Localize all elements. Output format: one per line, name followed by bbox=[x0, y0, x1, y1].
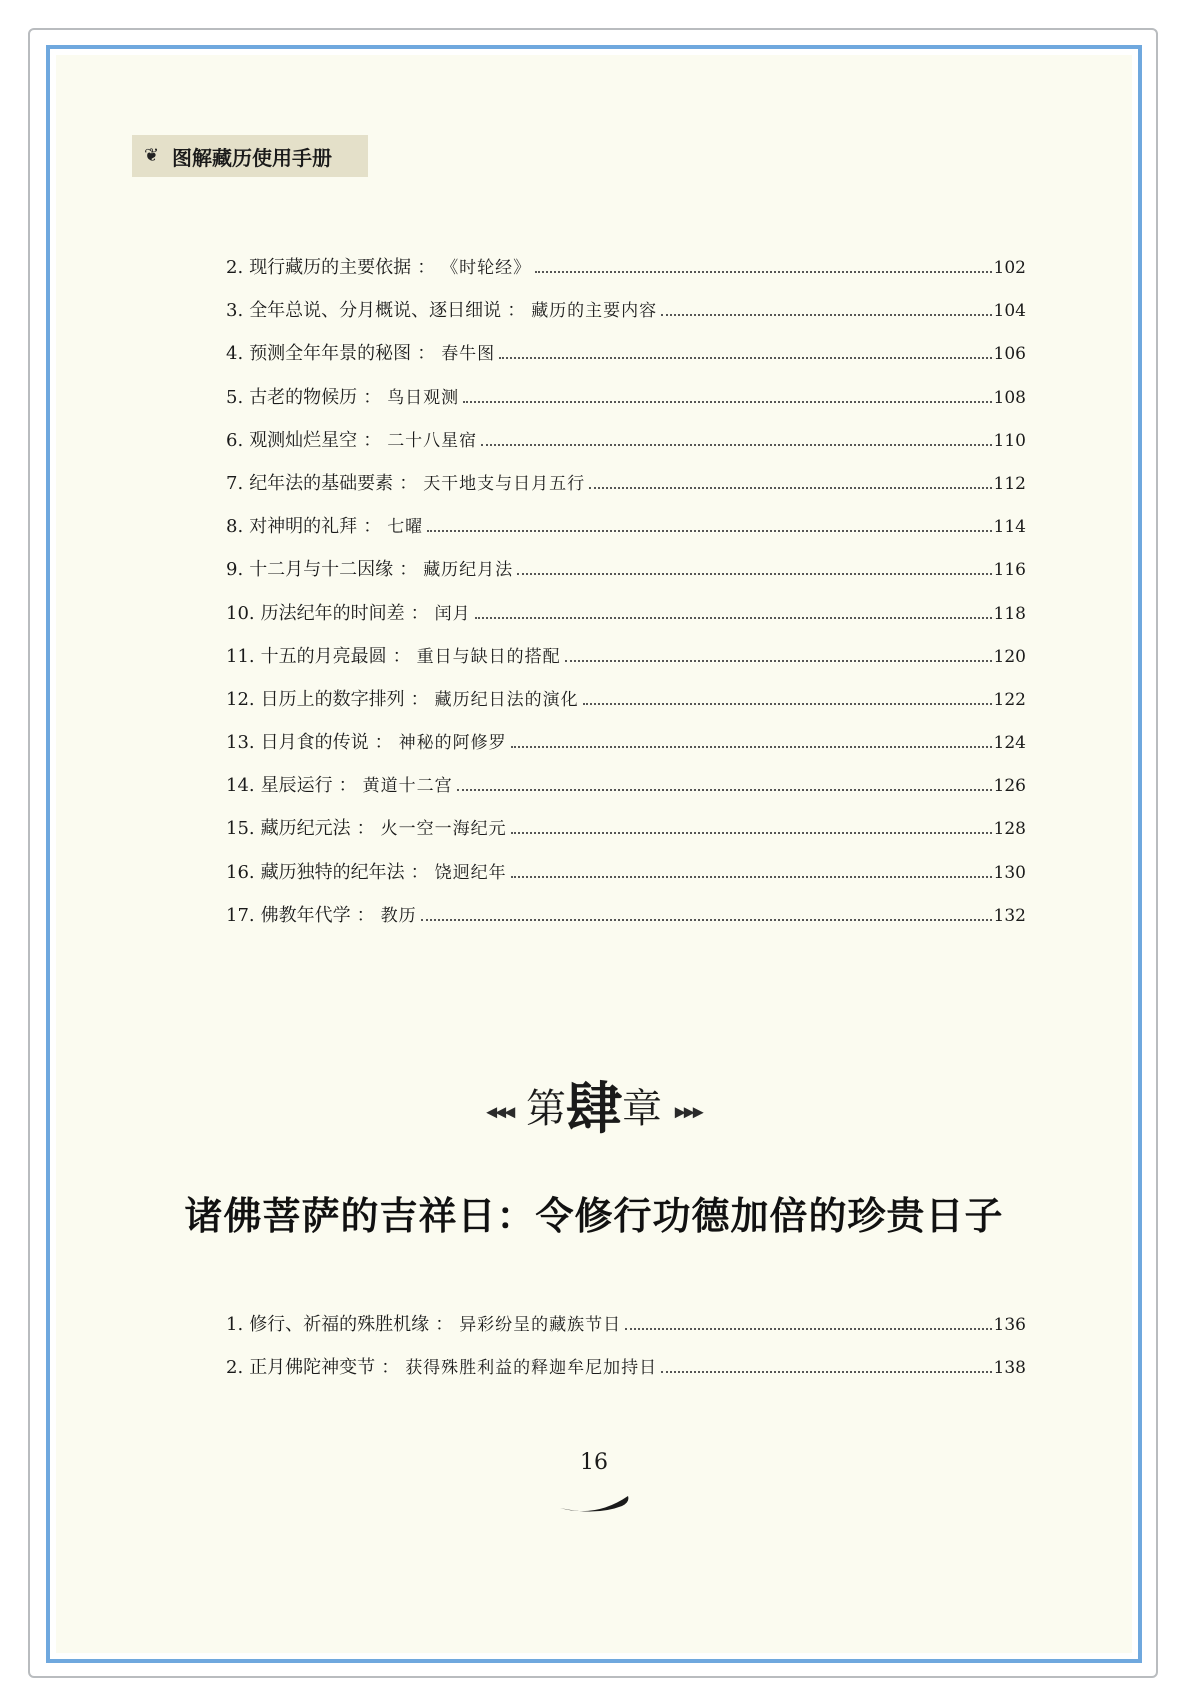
toc-dot-leader bbox=[499, 357, 991, 359]
toc-dot-leader bbox=[463, 401, 991, 403]
toc-entry-title: 日月食的传说 bbox=[260, 732, 369, 754]
toc-entry-separator: ： bbox=[374, 732, 393, 754]
toc-entry[interactable] bbox=[226, 901, 1026, 944]
toc-dot-leader bbox=[661, 1371, 991, 1373]
toc-entry-separator: ： bbox=[363, 429, 382, 451]
toc-entry-separator: ： bbox=[392, 645, 411, 667]
toc-entry-separator: ： bbox=[399, 559, 418, 581]
toc-entry[interactable] bbox=[226, 555, 1026, 598]
toc-entry-separator: ： bbox=[399, 472, 418, 494]
toc-entry-number: 2. bbox=[226, 257, 244, 278]
toc-entry-page: 128 bbox=[993, 819, 1026, 840]
toc-entry-subtitle: 藏历纪月法 bbox=[423, 560, 514, 581]
toc-entry-page: 120 bbox=[993, 646, 1026, 667]
toc-entry-title: 观测灿烂星空 bbox=[249, 429, 358, 451]
chapter-title: 诸佛菩萨的吉祥日：令修行功德加倍的珍贵日子 bbox=[184, 1193, 1004, 1238]
toc-entry-number: 9. bbox=[226, 559, 244, 581]
toc-entry-separator: ： bbox=[356, 904, 375, 926]
toc-entry-title: 古老的物候历 bbox=[249, 386, 358, 408]
toc-entry-separator: ： bbox=[363, 516, 382, 538]
toc-dot-leader bbox=[589, 487, 991, 489]
toc-dot-leader bbox=[421, 919, 992, 921]
toc-entry-number: 2. bbox=[226, 1357, 244, 1379]
toc-entry[interactable] bbox=[226, 771, 1026, 814]
toc-entry-number: 10. bbox=[226, 602, 255, 624]
toc-entry[interactable] bbox=[226, 728, 1026, 771]
toc-entry[interactable] bbox=[226, 1353, 1026, 1396]
toc-dot-leader bbox=[475, 617, 992, 619]
toc-entry-separator: ： bbox=[435, 1314, 454, 1335]
toc-entry-title: 十五的月亮最圆 bbox=[260, 645, 387, 667]
toc-entry-subtitle: 天干地支与日月五行 bbox=[423, 473, 586, 494]
toc-entry-title: 预测全年年景的秘图 bbox=[249, 343, 412, 365]
toc-entry-title: 修行、祈福的殊胜机缘 bbox=[249, 1314, 430, 1335]
toc-entry[interactable] bbox=[226, 685, 1026, 728]
toc-entry-subtitle: 黄道十二宫 bbox=[362, 776, 453, 797]
toc-entry-separator: ： bbox=[410, 688, 429, 710]
toc-entry-page: 106 bbox=[993, 344, 1026, 365]
toc-dot-leader bbox=[535, 271, 991, 273]
chapter-prefix: 第 bbox=[526, 1086, 566, 1132]
toc-entry-number: 8. bbox=[226, 516, 244, 538]
toc-entry[interactable] bbox=[226, 296, 1026, 339]
toc-entry-title: 日历上的数字排列 bbox=[260, 688, 405, 710]
toc-entry-title: 全年总说、分月概说、逐日细说 bbox=[249, 300, 502, 322]
toc-entry-title: 历法纪年的时间差 bbox=[260, 602, 405, 624]
toc-entry-number: 6. bbox=[226, 429, 244, 451]
page-number: 16 bbox=[580, 1450, 608, 1475]
toc-dot-leader bbox=[565, 660, 992, 662]
toc-dot-leader bbox=[661, 314, 991, 316]
toc-entry-page: 102 bbox=[993, 258, 1026, 278]
toc-entry[interactable] bbox=[226, 383, 1026, 426]
toc-entry[interactable] bbox=[226, 858, 1026, 901]
left-arrows-ornament: ◂◂◂ bbox=[486, 1099, 514, 1125]
toc-dot-leader bbox=[511, 832, 992, 834]
toc-entry-number: 1. bbox=[226, 1314, 244, 1335]
toc-entry-page: 110 bbox=[993, 430, 1026, 451]
running-header bbox=[132, 135, 368, 177]
toc-entry-subtitle: 鸟日观测 bbox=[387, 387, 460, 408]
chapter-numeral: 肆 bbox=[566, 1076, 622, 1142]
toc-entry-page: 138 bbox=[993, 1358, 1026, 1379]
toc-entry-separator: ： bbox=[363, 386, 382, 408]
chapter-heading bbox=[56, 1065, 1132, 1145]
toc-entry[interactable] bbox=[226, 469, 1026, 512]
book-emblem-icon: ❦ bbox=[144, 145, 160, 166]
toc-entry-number: 12. bbox=[226, 688, 255, 710]
toc-entry-separator: ： bbox=[381, 1357, 400, 1379]
toc-dot-leader bbox=[511, 876, 992, 878]
toc-entry-separator: ： bbox=[417, 257, 436, 278]
toc-dot-leader bbox=[517, 573, 991, 575]
toc-dot-leader bbox=[511, 746, 992, 748]
toc-entry-title: 十二月与十二因缘 bbox=[249, 559, 394, 581]
toc-entry-subtitle: 七曜 bbox=[387, 517, 424, 538]
toc-entry-title: 藏历独特的纪年法 bbox=[260, 861, 405, 883]
toc-entry[interactable] bbox=[226, 339, 1026, 382]
toc-entry-subtitle: 教历 bbox=[380, 905, 417, 926]
toc-entry[interactable] bbox=[226, 512, 1026, 555]
toc-entry-title: 对神明的礼拜 bbox=[249, 516, 358, 538]
toc-entry-separator: ： bbox=[338, 775, 357, 797]
toc-entry[interactable] bbox=[226, 253, 1026, 296]
toc-entry-subtitle: 神秘的阿修罗 bbox=[398, 733, 507, 754]
toc-dot-leader bbox=[457, 789, 992, 791]
toc-dot-leader bbox=[481, 444, 991, 446]
toc-entry-separator: ： bbox=[417, 343, 436, 365]
toc-entry-subtitle: 火一空一海纪元 bbox=[380, 819, 507, 840]
toc-entry-subtitle: 藏历纪日法的演化 bbox=[434, 689, 579, 710]
page-number-swoosh-icon bbox=[556, 1488, 634, 1514]
toc-dot-leader bbox=[625, 1328, 991, 1330]
toc-entry[interactable] bbox=[226, 642, 1026, 685]
toc-entry-title: 星辰运行 bbox=[260, 775, 333, 797]
toc-entry-number: 15. bbox=[226, 818, 255, 840]
toc-entry-title: 藏历纪元法 bbox=[260, 818, 351, 840]
toc-entry-page: 118 bbox=[993, 603, 1026, 624]
toc-entry-separator: ： bbox=[356, 818, 375, 840]
toc-entry-separator: ： bbox=[507, 300, 526, 322]
toc-entry-page: 114 bbox=[993, 517, 1026, 538]
toc-dot-leader bbox=[583, 703, 992, 705]
toc-entry-number: 4. bbox=[226, 343, 244, 365]
toc-entry-page: 124 bbox=[993, 733, 1026, 754]
toc-entry-page: 130 bbox=[993, 862, 1026, 883]
toc-entry-subtitle: 《时轮经》 bbox=[441, 258, 532, 278]
toc-entry-separator: ： bbox=[410, 861, 429, 883]
book-page bbox=[56, 55, 1132, 1653]
table-of-contents bbox=[226, 253, 1026, 944]
toc-dot-leader bbox=[427, 530, 991, 532]
right-arrows-ornament: ▸▸▸ bbox=[674, 1099, 702, 1125]
toc-entry-number: 17. bbox=[226, 904, 255, 926]
toc-entry[interactable] bbox=[226, 426, 1026, 469]
toc-entry-subtitle: 二十八星宿 bbox=[387, 430, 478, 451]
toc-entry-number: 14. bbox=[226, 775, 255, 797]
toc-entry-separator: ： bbox=[410, 602, 429, 624]
toc-entry-number: 13. bbox=[226, 732, 255, 754]
toc-entry-number: 5. bbox=[226, 386, 244, 408]
chapter-suffix: 章 bbox=[622, 1086, 662, 1132]
toc-entry-page: 112 bbox=[993, 473, 1026, 494]
toc-entry-subtitle: 异彩纷呈的藏族节日 bbox=[459, 1315, 622, 1335]
toc-entry-page: 126 bbox=[993, 776, 1026, 797]
toc-entry-page: 104 bbox=[993, 301, 1026, 322]
toc-entry-page: 132 bbox=[993, 905, 1026, 926]
toc-entry-number: 16. bbox=[226, 861, 255, 883]
toc-entry-number: 11. bbox=[226, 645, 255, 667]
toc-entry-title: 正月佛陀神变节 bbox=[249, 1357, 376, 1379]
chapter-contents bbox=[226, 1310, 1026, 1396]
toc-entry-page: 136 bbox=[993, 1315, 1026, 1335]
toc-entry-subtitle: 藏历的主要内容 bbox=[531, 301, 658, 322]
toc-entry-number: 7. bbox=[226, 472, 244, 494]
book-title: 图解藏历使用手册 bbox=[172, 145, 332, 170]
toc-entry-title: 佛教年代学 bbox=[260, 904, 351, 926]
toc-entry-title: 纪年法的基础要素 bbox=[249, 472, 394, 494]
toc-entry[interactable] bbox=[226, 599, 1026, 642]
toc-entry-subtitle: 闰月 bbox=[434, 603, 471, 624]
toc-entry-subtitle: 春牛图 bbox=[441, 344, 496, 365]
toc-entry-subtitle: 重日与缺日的搭配 bbox=[416, 646, 561, 667]
toc-entry[interactable] bbox=[226, 1310, 1026, 1353]
toc-entry-page: 122 bbox=[993, 689, 1026, 710]
toc-entry-subtitle: 饶迥纪年 bbox=[434, 862, 507, 883]
toc-entry-number: 3. bbox=[226, 300, 244, 322]
toc-entry-page: 108 bbox=[993, 387, 1026, 408]
toc-entry-subtitle: 获得殊胜利益的释迦牟尼加持日 bbox=[405, 1358, 658, 1379]
toc-entry[interactable] bbox=[226, 814, 1026, 857]
toc-entry-page: 116 bbox=[993, 560, 1026, 581]
toc-entry-title: 现行藏历的主要依据 bbox=[249, 257, 412, 278]
